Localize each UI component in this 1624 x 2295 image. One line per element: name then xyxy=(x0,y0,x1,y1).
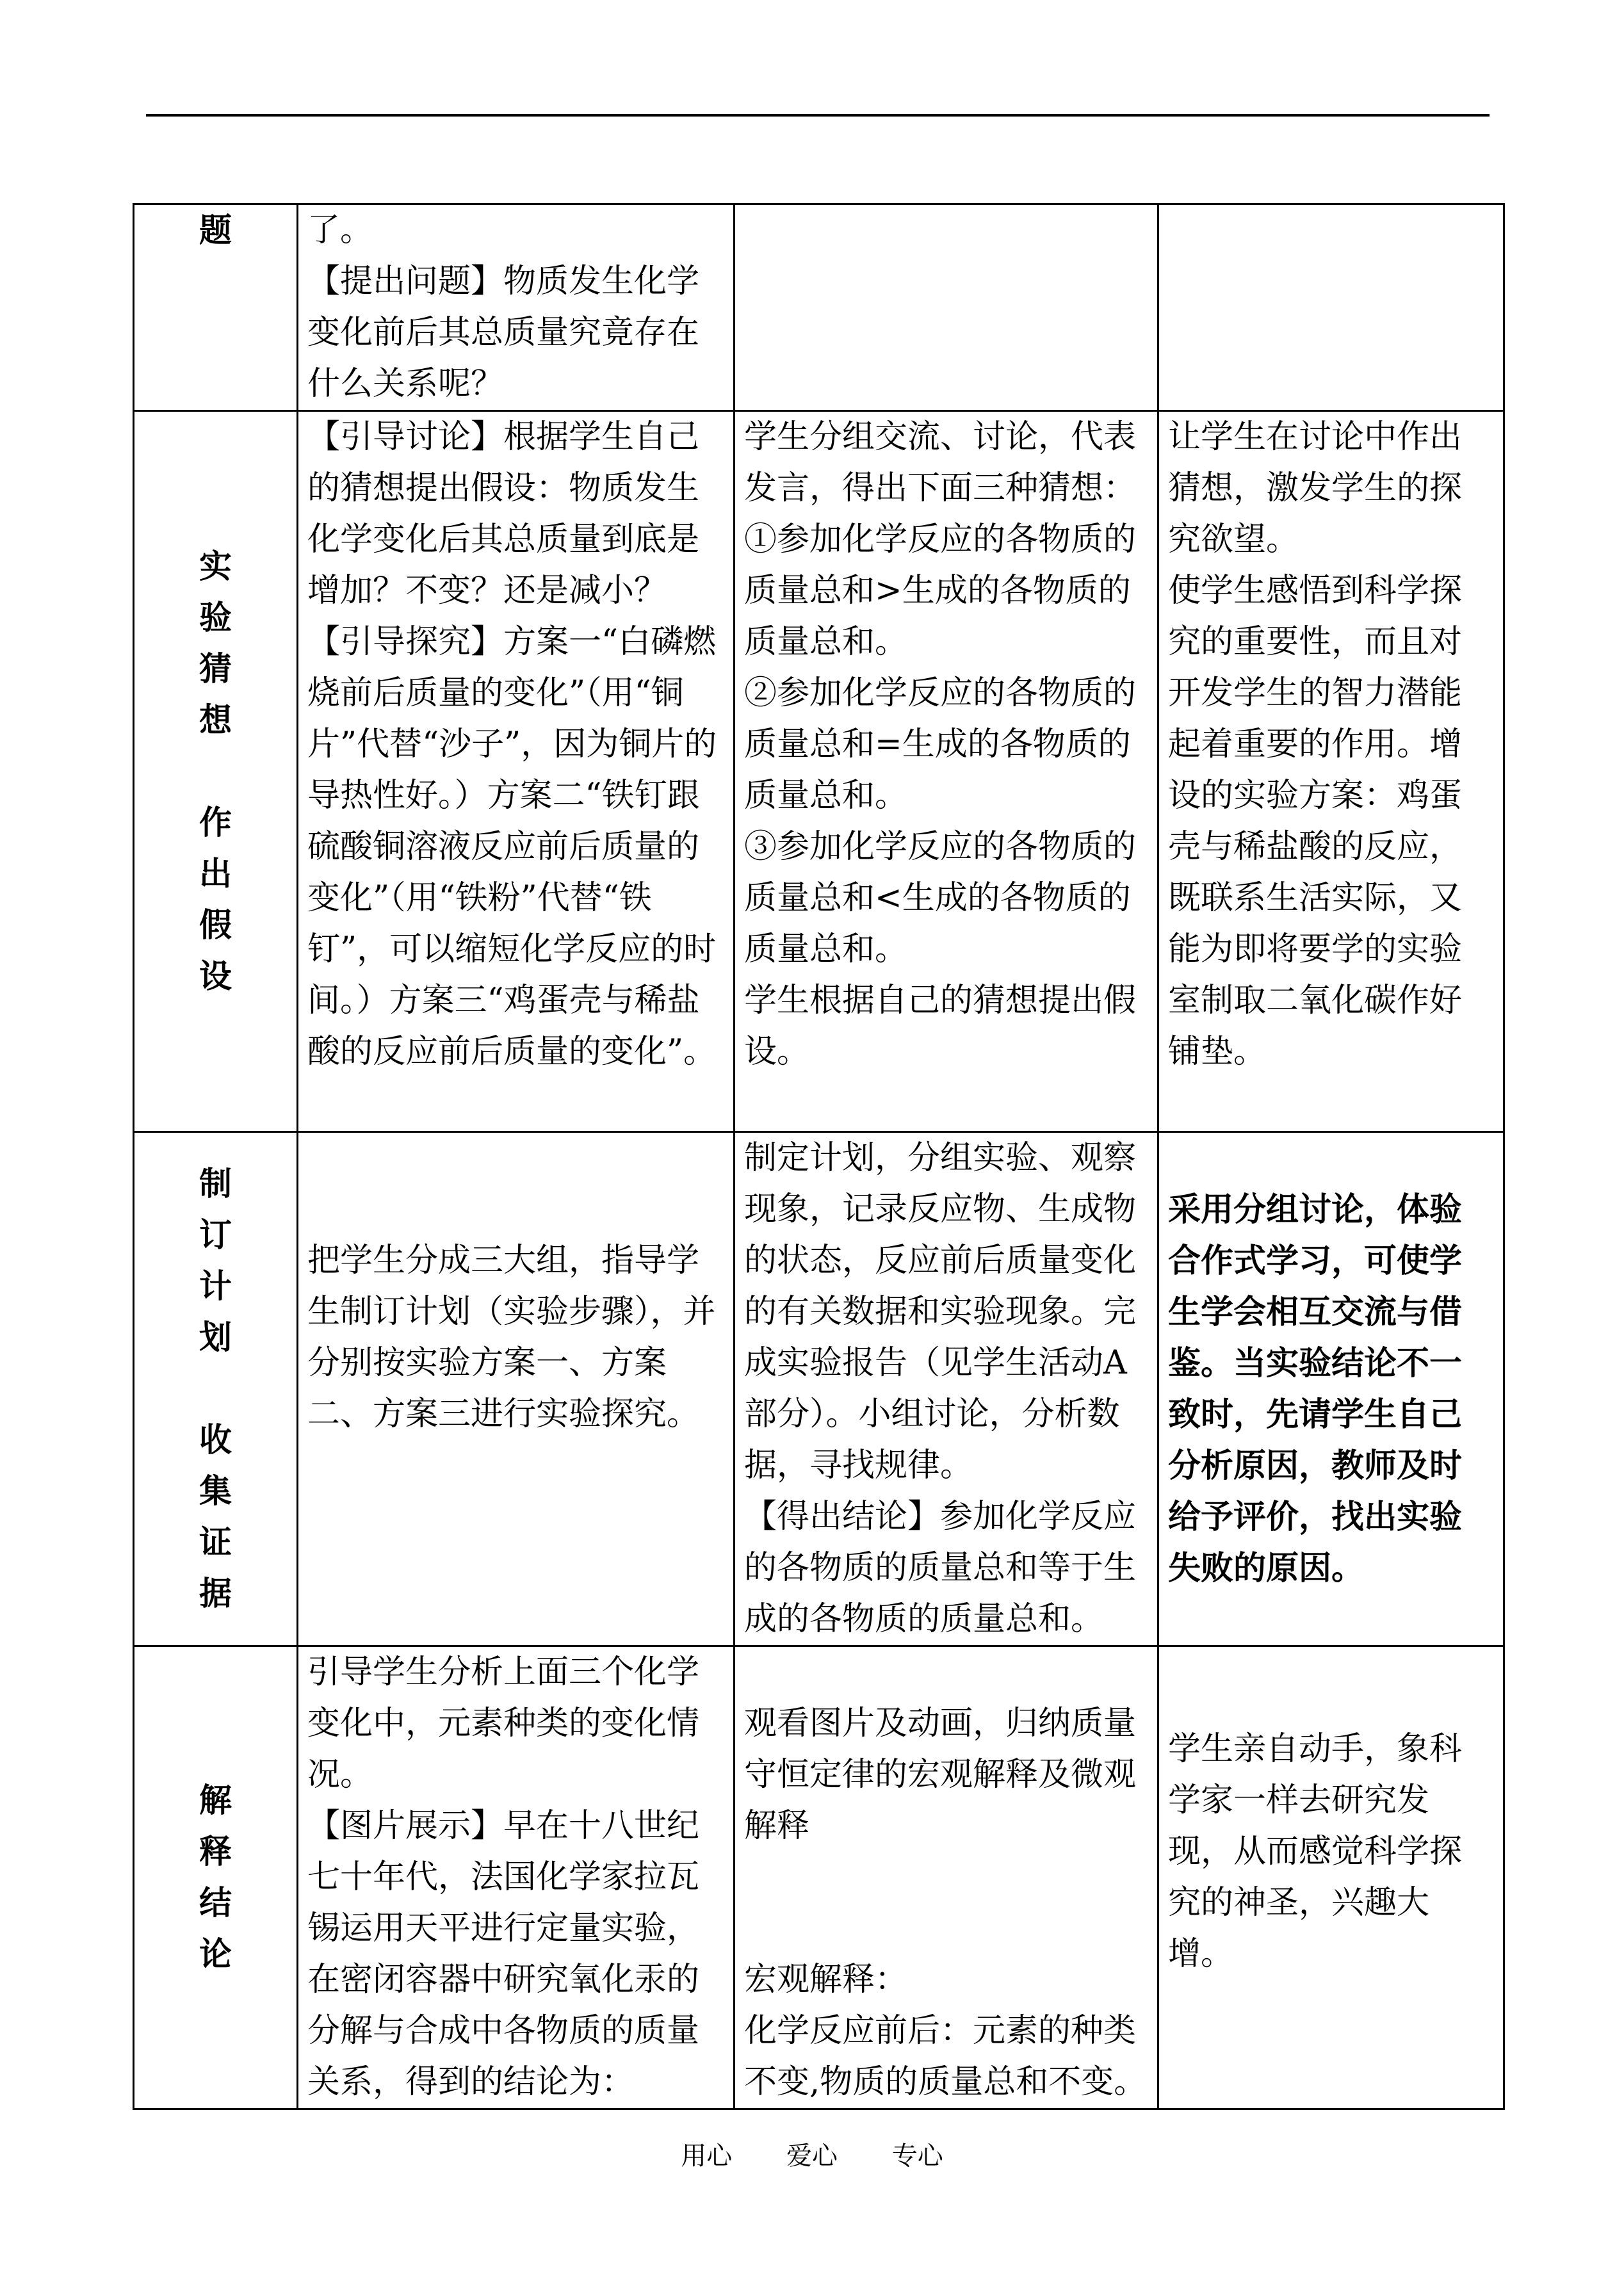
stage-char: 实 xyxy=(199,547,232,586)
teacher-activity-cell xyxy=(298,1132,735,1646)
stage-char: 猜 xyxy=(199,649,232,688)
stage-char: 收 xyxy=(199,1421,232,1459)
stage-char: 论 xyxy=(199,1935,232,1974)
student-activity-cell xyxy=(735,411,1158,1132)
stage-char: 订 xyxy=(199,1216,232,1254)
stage-char: 作 xyxy=(199,803,232,842)
stage-char: 集 xyxy=(199,1472,232,1511)
student-text: 观看图片及动画，归纳质量守恒定律的宏观解释及微观解释 xyxy=(744,1705,1137,1845)
footer-text: 用心 xyxy=(681,2141,733,2171)
table-row xyxy=(134,1132,1504,1646)
student-text: 学生分组交流、讨论，代表发言，得出下面三种猜想： xyxy=(744,418,1137,507)
intent-text: 让学生在讨论中作出猜想，激发学生的探究欲望。 xyxy=(1168,418,1463,558)
stage-char: 计 xyxy=(199,1267,232,1306)
teacher-text: 把学生分成三大组，指导学生制订计划（实验步骤），并分别按实验方案一、方案二、方案三进行实验探究。 xyxy=(307,1242,716,1433)
stage-char: 假 xyxy=(199,905,232,945)
table-row xyxy=(134,204,1504,411)
teacher-text: 【图片展示】早在十八世纪七十年代，法国化学家拉瓦锡运用天平进行定量实验，在密闭容器中研究氧化汞的分解与合成中各物质的质量关系，得到的结论为： xyxy=(307,1807,700,2101)
student-activity-cell xyxy=(735,1132,1158,1646)
stage-cell xyxy=(134,1132,298,1646)
teacher-text: 【引导讨论】根据学生自己的猜想提出假设：物质发生化学变化后其总质量到底是增加？不变？还是减小？ xyxy=(307,418,700,610)
stage-char: 题 xyxy=(199,211,232,250)
teacher-text: 【引导探究】方案一“白磷燃烧前后质量的变化”（用“铜片”代替“沙子”，因为铜片的导热性好。）方案二“铁钉跟硫酸铜溶液反应前后质量的变化”（用“铁粉”代替“铁钉”，可以缩短化学反应的时间。）方案三“鸡蛋壳与稀盐酸的反应前后质量的变化”。 xyxy=(307,623,717,1071)
student-text: ②参加化学反应的各物质的质量总和=生成的各物质的质量总和。 xyxy=(744,674,1137,815)
stage-char: 设 xyxy=(199,957,232,996)
teacher-activity-cell xyxy=(298,1646,735,2109)
stage-char: 证 xyxy=(199,1523,232,1562)
student-text: ③参加化学反应的各物质的质量总和<生成的各物质的质量总和。 xyxy=(744,828,1137,968)
stage-char: 制 xyxy=(199,1165,232,1203)
stage-char: 验 xyxy=(199,598,232,637)
header-rule xyxy=(146,114,1490,117)
lesson-plan-table xyxy=(133,203,1505,2110)
student-activity-cell xyxy=(735,204,1158,411)
intent-text: 学生亲自动手，象科学家一样去研究发现，从而感觉科学探究的神圣，兴趣大增。 xyxy=(1168,1730,1463,1973)
footer-text: 专心 xyxy=(891,2141,943,2171)
student-text: 化学反应前后：元素的种类不变,物质的质量总和不变。 xyxy=(744,2012,1147,2101)
student-text: 【得出结论】参加化学反应的各物质的质量总和等于生成的各物质的质量总和。 xyxy=(744,1498,1137,1638)
teacher-text: 了。 xyxy=(307,211,373,249)
student-text: 宏观解释： xyxy=(744,1961,908,1999)
student-activity-cell xyxy=(735,1646,1158,2109)
table-row xyxy=(134,1646,1504,2109)
design-intent-cell xyxy=(1158,1132,1504,1646)
design-intent-cell xyxy=(1158,1646,1504,2109)
teacher-text: 引导学生分析上面三个化学变化中，元素种类的变化情况。 xyxy=(307,1653,700,1794)
stage-char: 释 xyxy=(199,1833,232,1871)
intent-text: 采用分组讨论，体验合作式学习，可使学生学会相互交流与借鉴。当实验结论不一致时，先请学生自己分析原因，教师及时给予评价，找出实验失败的原因。 xyxy=(1168,1190,1463,1587)
stage-cell xyxy=(134,411,298,1132)
design-intent-cell xyxy=(1158,411,1504,1132)
stage-char: 想 xyxy=(199,701,232,740)
teacher-activity-cell xyxy=(298,204,735,411)
stage-char: 划 xyxy=(199,1318,232,1357)
stage-char: 据 xyxy=(199,1575,232,1613)
page-footer xyxy=(0,2136,1624,2172)
student-text: 制定计划，分组实验、观察现象，记录反应物、生成物的状态，反应前后质量变化的有关数据和实验现象。完成实验报告（见学生活动A部分）。小组讨论，分析数据，寻找规律。 xyxy=(744,1139,1137,1484)
teacher-activity-cell xyxy=(298,411,735,1132)
stage-cell xyxy=(134,1646,298,2109)
student-text: 学生根据自己的猜想提出假设。 xyxy=(744,982,1137,1071)
stage-cell xyxy=(134,204,298,411)
student-text: ①参加化学反应的各物质的质量总和>生成的各物质的质量总和。 xyxy=(744,521,1137,661)
table-row xyxy=(134,411,1504,1132)
stage-char: 出 xyxy=(199,854,232,893)
design-intent-cell xyxy=(1158,204,1504,411)
stage-char: 结 xyxy=(199,1884,232,1922)
stage-char: 解 xyxy=(199,1781,232,1820)
teacher-text: 【提出问题】物质发生化学变化前后其总质量究竟存在什么关系呢？ xyxy=(307,263,700,403)
intent-text: 使学生感悟到科学探究的重要性，而且对开发学生的智力潜能起着重要的作用。增设的实验方案：鸡蛋壳与稀盐酸的反应，既联系生活实际，又能为即将要学的实验室制取二氧化碳作好铺垫。 xyxy=(1168,572,1463,1071)
footer-text: 爱心 xyxy=(786,2141,838,2171)
